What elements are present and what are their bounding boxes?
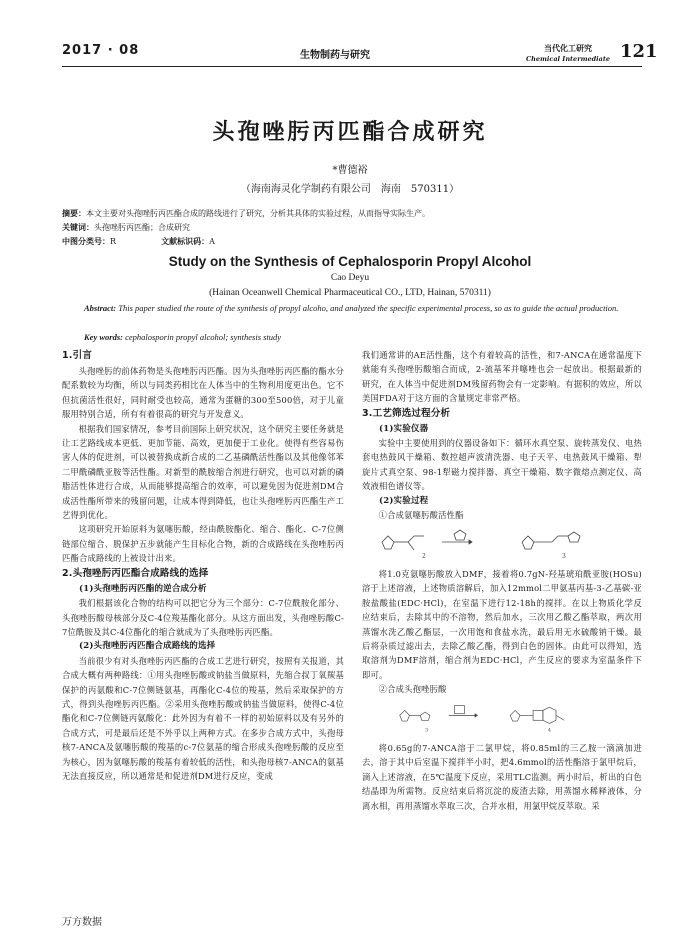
continued-paragraph: 我们通常讲的AE活性酯，这个有着较高的活性，和7-ANCA在通常温度下就能有头孢唑肟酸缩合而成，2-巯基苯并噻唑也会一起放出。根据最新的研究，在人体当中促进剂DM残留药物会有一定影响。有据积的效应，所以美国FDA对于这方面的含量规定非常严格。: [362, 350, 642, 404]
keywords-cn-label: 关键词：: [62, 223, 94, 232]
section-2-1-paragraph: 我们根据该化合物的结构可以把它分为三个部分：C-7位酰胺化部分、头孢唑肟酸母核部分及C-4位羧基酯化部分。从这方面出发，头孢唑肟酸C-7位酰胺及其C-4位酯化的缩合就成为了头孢唑肟丙匹酯。: [62, 598, 344, 637]
scheme1-label-2: 2: [422, 553, 427, 561]
journal-name-en: Chemical Intermediate: [526, 55, 610, 63]
scheme1-label-3: 3: [562, 553, 567, 561]
section-label: 生物制药与研究: [300, 50, 370, 61]
affiliation-cn: （海南海灵化学制药有限公司 海南 570311）: [240, 184, 460, 195]
abstract-cn: [62, 208, 430, 219]
section-1-heading: 1.引言: [62, 350, 93, 361]
abstract-en-label: Abstract:: [84, 303, 117, 313]
keywords-en: [84, 332, 281, 342]
section-3-2-heading: (2)实验过程: [379, 495, 429, 506]
article-title-en: Study on the Synthesis of Cephalosporin Propyl Alcohol: [168, 254, 532, 269]
footer-watermark: 万方数据: [62, 917, 102, 928]
abstract-cn-label: 摘要：: [62, 209, 86, 218]
step-1-title: ①合成氨噻肟酸活性酯: [378, 510, 464, 521]
doc-code-label: 文献标识码：: [161, 237, 210, 246]
section-2-2-paragraph: 当前很少有对头孢唑肟丙匹酯的合成工艺进行研究，按照有关报道，其合成大概有两种路线：①用头孢唑肟酸或钠盐当做原料，先缩合叔丁氧羰基保护的丙氨酸和C-7位侧链氨基，再酯化C-4位的羧基，然后采取保护的方式，得到头孢唑肟丙匹酯。②采用头孢唑肟酸或钠盐当做原料，使得C-4位酯化和C-7位侧链丙氨酸化：此外因为有着不一样的初始原料以及有另外的合成方式，可是最后还是不外乎以上两种方式。在多步合成方式中，头孢母核7-ANCA及氨噻肟酸的羧基的c-7位氨基的缩合形成头孢唑肟酸的反应至为核心，因为氨噻肟酸的羧基有着较低的活性，和头孢母核7-ANCA的氨基无法直接反应，所以通常是和促进剂DM进行反应，变成: [62, 655, 344, 781]
issue-label: 2017 · 08: [62, 43, 140, 58]
scheme1-thiazole-ring: [382, 536, 394, 549]
abstract-en-text: This paper studied the route of the synthesis of propyl alcoho, and analyzed the specific experimental process, so as to guide the actual production.: [118, 303, 619, 313]
reaction-scheme-1: [362, 524, 642, 560]
doc-code-value: A: [209, 237, 215, 246]
abstract-en: [62, 302, 642, 315]
section-2-1-heading: (1)头孢唑肟丙匹酯的逆合成分析: [79, 583, 207, 594]
scheme2-label-3: 3: [425, 727, 429, 734]
section-3-1-paragraph: 实验中主要使用到的仪器设备如下：循环水真空泵、旋转蒸发仪、电热套电热鼓风干燥箱、数控超声波清洗器、电子天平、电热鼓风干燥箱、犁旋片式真空泵、98-1犁磁力搅拌器、真空干燥箱、数字微熔点测定仪、高效液相色谱仪等。: [362, 438, 642, 492]
clc-label: 中图分类号：: [62, 237, 110, 246]
section-2-heading: 2.头孢唑肟丙匹酯合成路线的选择: [62, 567, 209, 579]
right-column: [362, 348, 642, 813]
author-cn: *曹德裕: [332, 165, 368, 176]
scheme1-nhs-ring: [454, 530, 466, 540]
keywords-en-label: Key words:: [84, 332, 123, 342]
header-rule: [62, 66, 642, 67]
keywords-cn: [62, 222, 190, 233]
step-2-title: ②合成头孢唑肟酸: [378, 684, 447, 695]
keywords-cn-text: 头孢唑肟丙匹酯；合成研究: [94, 223, 190, 232]
abstract-cn-text: 本文主要对头孢唑肟丙匹酯合成的路线进行了研究，分析其具体的实验过程，从而指导实际生产。: [86, 209, 430, 218]
article-title-cn: 头孢唑肟丙匹酯合成研究: [212, 119, 488, 145]
section-3-1-heading: (1)实验仪器: [379, 423, 429, 434]
section-2-2-heading: (2)头孢唑肟丙匹酯合成路线的选择: [79, 641, 216, 652]
keywords-en-text: cephalosporin propyl alcohol; synthesis study: [125, 332, 282, 342]
left-column: [62, 348, 344, 783]
reaction-scheme-2: [362, 699, 642, 735]
affiliation-en: (Hainan Oceanwell Chemical Pharmaceutical CO., LTD, Hainan, 570311): [209, 288, 491, 298]
scheme2-label-4: 4: [547, 727, 552, 734]
author-en: Cao Deyu: [330, 273, 370, 283]
section-3-heading: 3.工艺筛选过程分析: [362, 407, 451, 419]
section-1-paragraph-2: 根据我们国家情况，参考目前国际上研究状况，这个研究主要任务就是让工艺路线成本更低、更加节能、高效，更加便于工业化。使得有些容易伤害人体的促进剂，可以被替换成新合成的二乙基磷酰活性酯以及其他像邻苯二甲酰磷酰亚胺等活性酯。对新型的酰胺缩合剂进行研究，也可以对新的磷脂活性体进行合成，从而能够提高缩合的效率，可以避免因为促进剂DM合成活性酯所带来的残留问题，让成本得到降低，也让头孢唑肟丙匹酯生产工艺得到优化。: [62, 423, 344, 521]
step-1-paragraph: 将1.0克氨噻肟酸放入DMF，接着将0.7gN-羟基琥珀酰亚胺(HOSu)溶于上述溶液，上述物质溶解后，加入12mmol二甲氨基丙基-3-乙基碳-亚胺盐酸盐(EDC·HCl)，在室温下进行12-18h的搅拌。在以上物质化学反应结束后，去除其中的不溶物，然后加水，三次用乙酸乙酯萃取，两次用蒸馏水洗乙酸乙酯层，一次用饱和食盐水洗，最后用无水硫酸钠干燥。最后将杂质过滤出去，去除乙酸乙酯，得到白色的固体。由此可以得知，选取溶剂为DMF溶剂，缩合剂为EDC·HCl，产生反应的要求为室温条件下即可。: [362, 568, 642, 680]
section-1-paragraph-1: 头孢唑肟的前体药物是头孢唑肟丙匹酯。因为头孢唑肟丙匹酯的酯水分配系数较为均衡，所以与同类药相比在人体当中的生物利用度更出色。它不但抗菌活性很好，同时耐受也较高，通常为蛋糖的300至500倍，对于儿童服用特别合适，所有有着很高的研究与开发意义。: [62, 366, 344, 420]
clc-value: R: [110, 237, 117, 246]
classification-line: [62, 236, 215, 247]
step-2-paragraph: 将0.65g的7-ANCA溶于二氯甲烷，将0.85ml的三乙胺一滴滴加进去，溶于其中后室温下搅拌半小时，把4.6mmol的活性酯溶于氯甲烷后，滴入上述溶液，在5℃温度下反应，采用TLC监测。两小时后，析出的白色结晶即为所需物。反应结束后将沉淀的废渣去除，用蒸馏水稀释液体，分离水相，再用蒸馏水萃取三次，合并水相，用氯甲烷反萃取。采: [362, 742, 642, 811]
journal-name-cn: 当代化工研究: [544, 43, 592, 53]
section-1-paragraph-3: 这项研究开始原料为氨噻肟酸，经由酰胺酯化、缩合、酯化、C-7位侧链部位缩合、脱保护五步就能产生目标化合物，新的合成路线在头孢唑肟丙匹酯合成路线的上被设计出来。: [62, 524, 344, 564]
page-number: 121: [620, 41, 658, 62]
